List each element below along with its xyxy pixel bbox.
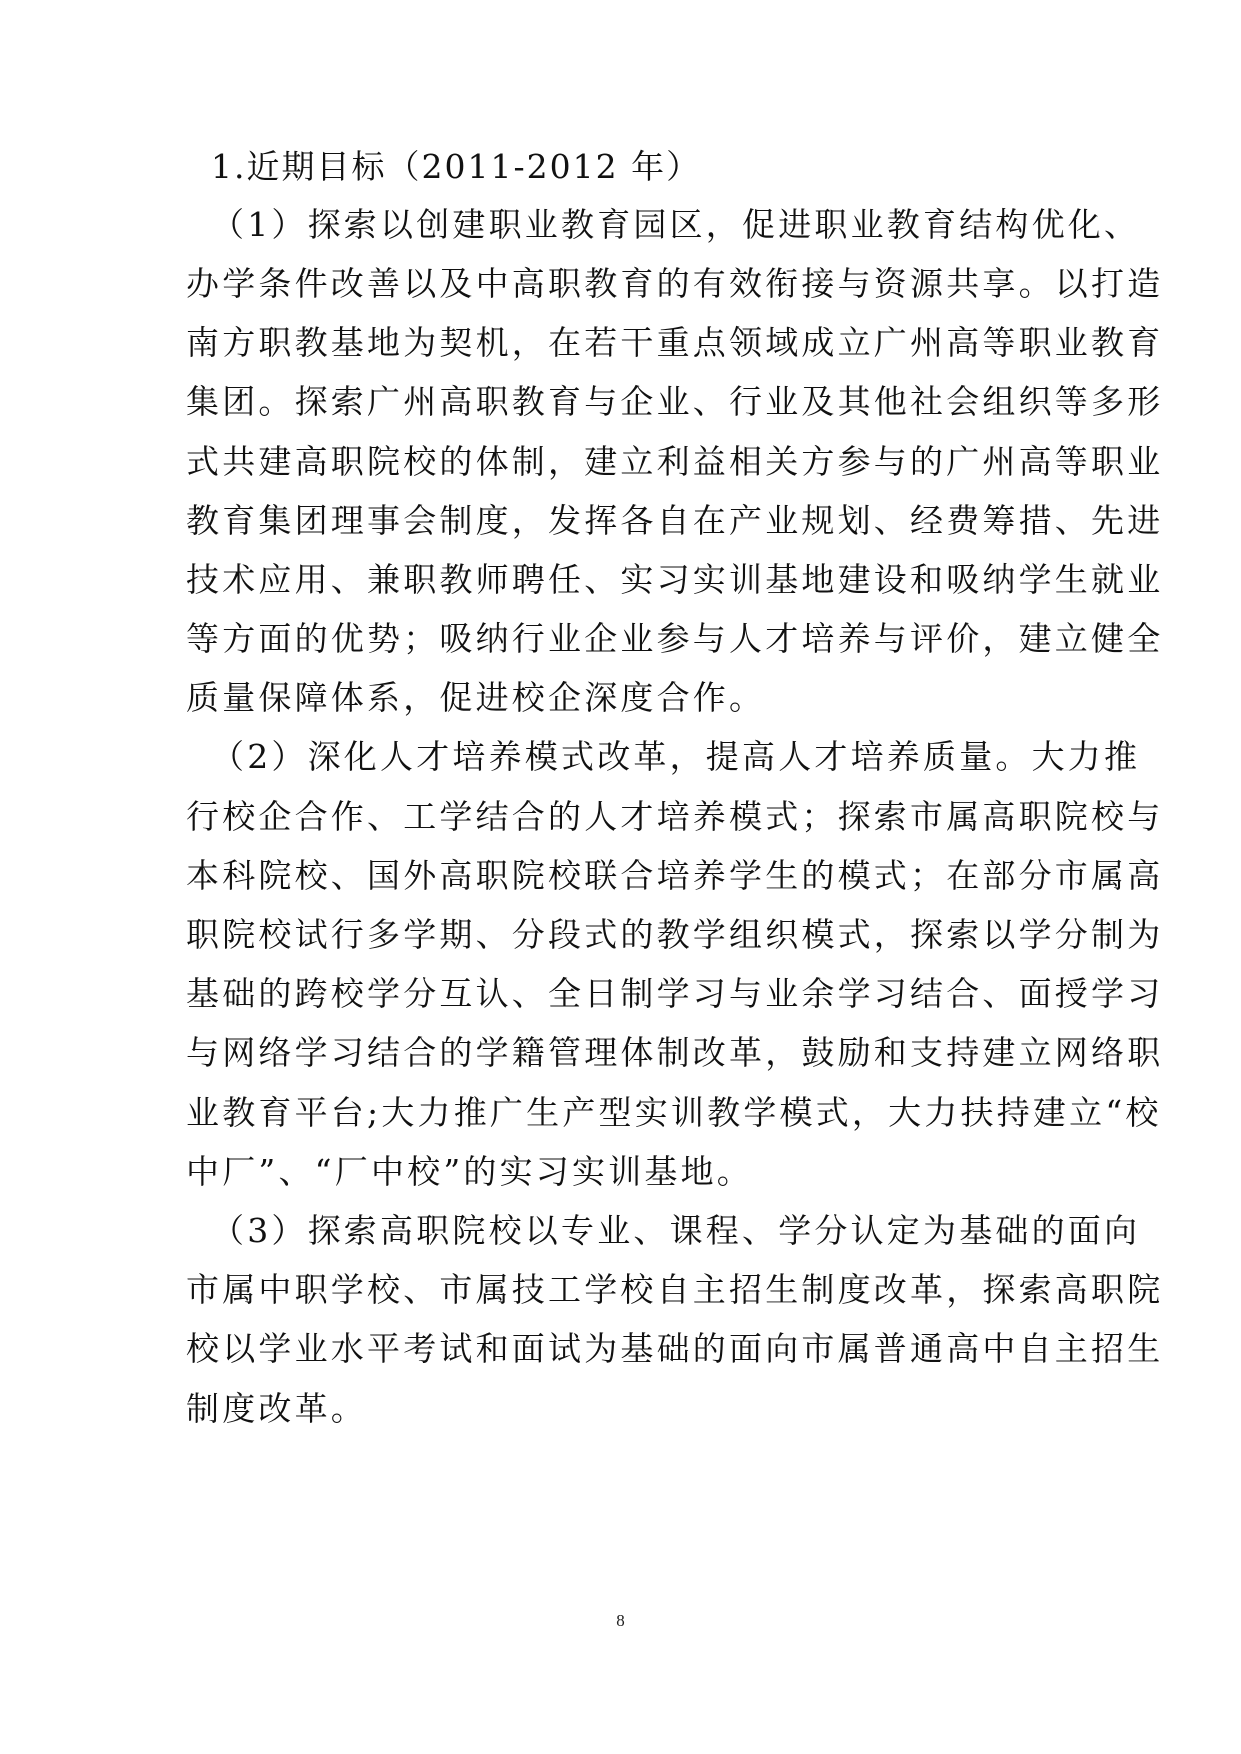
paragraph-2-line-2: 行校企合作、工学结合的人才培养模式；探索市属高职院校与 [186, 797, 1164, 836]
paragraph-3-line-3: 校以学业水平考试和面试为基础的面向市属普通高中自主招生 [186, 1329, 1164, 1368]
paragraph-3-line-1: （3）探索高职院校以专业、课程、学分认定为基础的面向 [211, 1211, 1141, 1250]
paragraph-2-line-8: 中厂”、“厂中校”的实习实训基地。 [186, 1152, 754, 1191]
paragraph-1-line-4: 集团。探索广州高职教育与企业、行业及其他社会组织等多形 [186, 382, 1164, 421]
paragraph-1-line-7: 技术应用、兼职教师聘任、实习实训基地建设和吸纳学生就业 [186, 560, 1164, 599]
section-heading: 1.近期目标（2011-2012 年） [211, 147, 702, 186]
paragraph-1-line-6: 教育集团理事会制度，发挥各自在产业规划、经费筹措、先进 [186, 501, 1164, 540]
paragraph-2-line-5: 基础的跨校学分互认、全日制学习与业余学习结合、面授学习 [186, 974, 1164, 1013]
paragraph-2-line-4: 职院校试行多学期、分段式的教学组织模式，探索以学分制为 [186, 915, 1164, 954]
paragraph-1-line-5: 式共建高职院校的体制，建立利益相关方参与的广州高等职业 [186, 442, 1164, 481]
paragraph-1-line-1: （1）探索以创建职业教育园区，促进职业教育结构优化、 [211, 205, 1141, 244]
paragraph-1-line-3: 南方职教基地为契机，在若干重点领域成立广州高等职业教育 [186, 323, 1164, 362]
paragraph-2-line-3: 本科院校、国外高职院校联合培养学生的模式；在部分市属高 [186, 856, 1164, 895]
paragraph-3-line-4: 制度改革。 [186, 1389, 367, 1428]
page-number: 8 [616, 1611, 625, 1630]
paragraph-1-line-9: 质量保障体系，促进校企深度合作。 [186, 678, 766, 717]
paragraph-2-line-1: （2）深化人才培养模式改革，提高人才培养质量。大力推 [211, 737, 1141, 776]
paragraph-1-line-2: 办学条件改善以及中高职教育的有效衔接与资源共享。以打造 [186, 264, 1164, 303]
paragraph-3-line-2: 市属中职学校、市属技工学校自主招生制度改革，探索高职院 [186, 1270, 1164, 1309]
paragraph-2-line-6: 与网络学习结合的学籍管理体制改革，鼓励和支持建立网络职 [186, 1033, 1164, 1072]
paragraph-1-line-8: 等方面的优势；吸纳行业企业参与人才培养与评价，建立健全 [186, 619, 1164, 658]
paragraph-2-line-7: 业教育平台;大力推广生产型实训教学模式，大力扶持建立“校 [186, 1093, 1162, 1132]
